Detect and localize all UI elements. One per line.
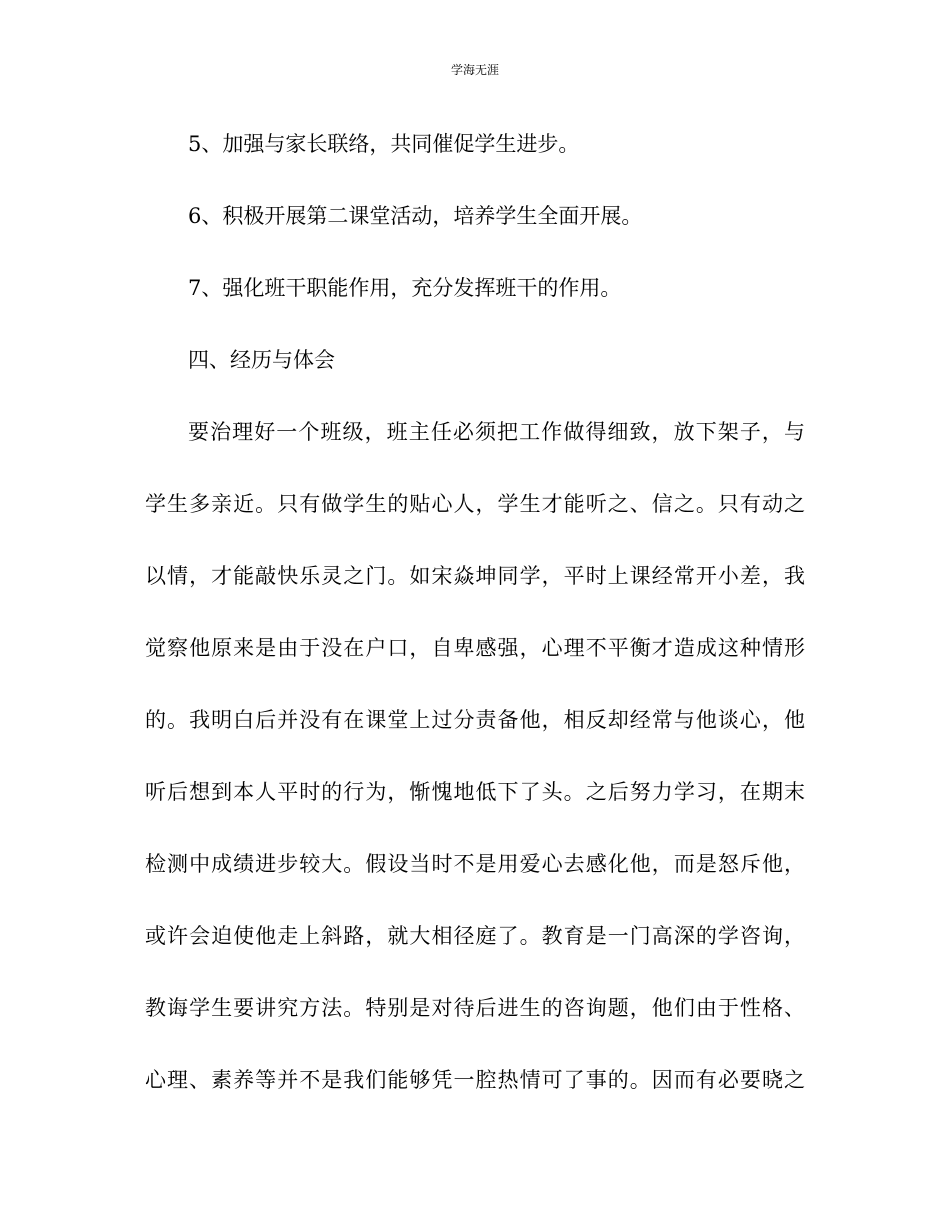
paragraph-line: 要治理好一个班级，班主任必须把工作做得细致，放下架子，与 xyxy=(188,420,805,444)
page-header: 学海无涯 xyxy=(450,63,499,77)
paragraph-line: 以情，才能敲快乐灵之门。如宋焱坤同学，平时上课经常开小差，我 xyxy=(145,564,805,588)
paragraph-line: 或许会迫使他走上斜路，就大相径庭了。教育是一门高深的学咨询， xyxy=(145,924,805,948)
list-item: 6、积极开展第二课堂活动，培养学生全面开展。 xyxy=(188,204,643,228)
list-item: 7、强化班干职能作用，充分发挥班干的作用。 xyxy=(188,276,622,300)
paragraph-line: 的。我明白后并没有在课堂上过分责备他，相反却经常与他谈心，他 xyxy=(145,708,805,732)
paragraph-line: 学生多亲近。只有做学生的贴心人，学生才能听之、信之。只有动之 xyxy=(145,492,805,516)
paragraph-line: 检测中成绩进步较大。假设当时不是用爱心去感化他，而是怒斥他， xyxy=(145,852,805,876)
paragraph-line: 觉察他原来是由于没在户口，自卑感强，心理不平衡才造成这种情形 xyxy=(145,636,805,660)
paragraph-line: 心理、素养等并不是我们能够凭一腔热情可了事的。因而有必要晓之 xyxy=(145,1068,805,1092)
section-heading: 四、经历与体会 xyxy=(188,348,335,372)
paragraph-line: 教诲学生要讲究方法。特别是对待后进生的咨询题，他们由于性格、 xyxy=(145,996,805,1020)
list-item: 5、加强与家长联络，共同催促学生进步。 xyxy=(188,132,580,156)
paragraph-line: 听后想到本人平时的行为，惭愧地低下了头。之后努力学习，在期末 xyxy=(145,780,805,804)
